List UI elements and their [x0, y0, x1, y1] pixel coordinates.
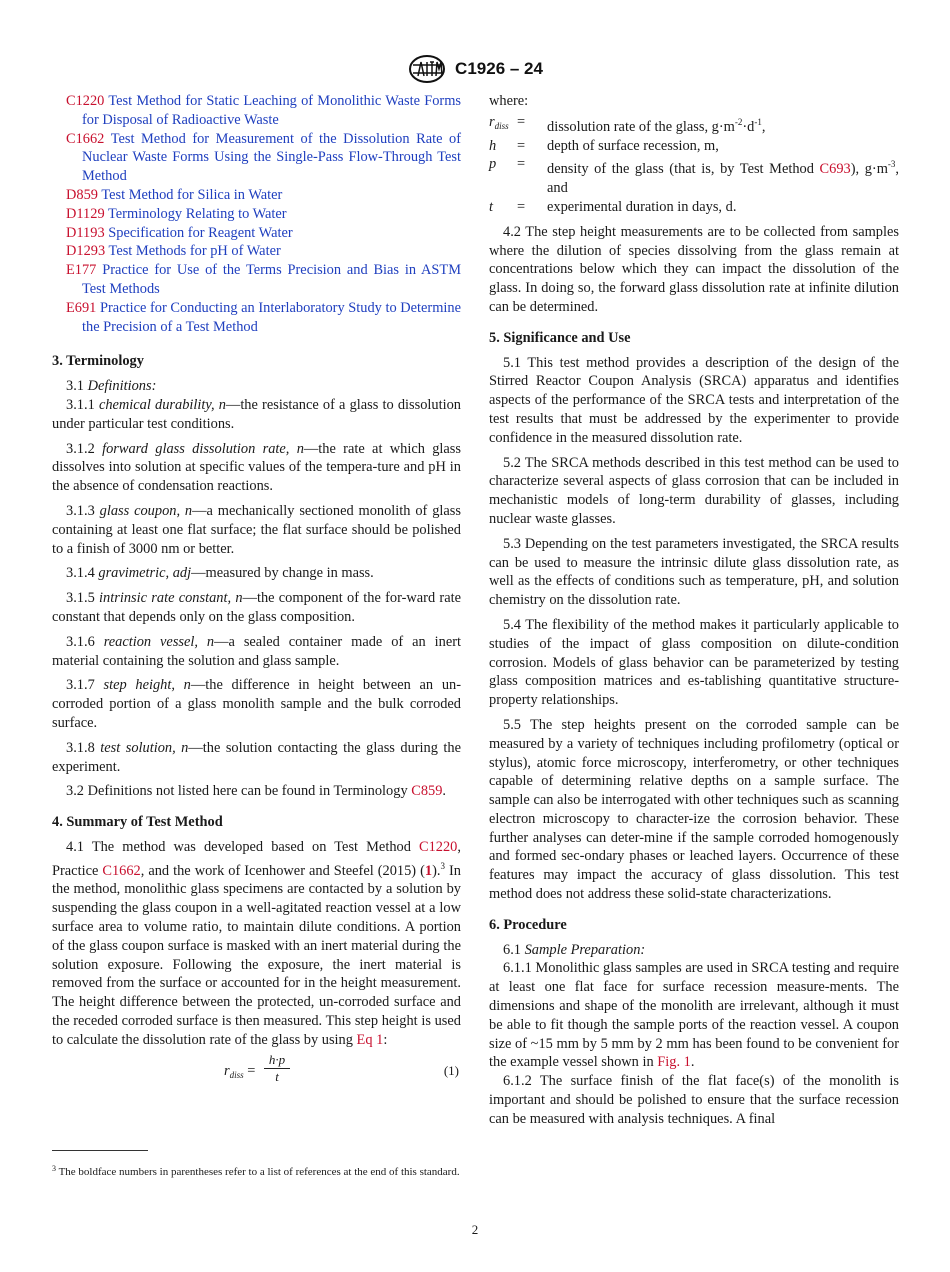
definition-number: 3.1.6	[66, 633, 95, 650]
definition-text: , and	[547, 161, 899, 197]
variable-row	[489, 113, 899, 137]
reference-item	[52, 130, 461, 186]
variable-row	[489, 137, 899, 156]
reference-code[interactable]: D859	[66, 186, 98, 203]
section-3-heading: 3. Terminology	[52, 353, 144, 370]
footnote-3-marker[interactable]: 3	[440, 860, 445, 871]
variable-definition: depth of surface recession, m,	[547, 137, 719, 154]
variable-symbol: h	[489, 137, 497, 154]
eq1-link[interactable]: Eq 1	[356, 1031, 384, 1048]
reference-code[interactable]: D1129	[66, 205, 105, 222]
section-4-heading: 4. Summary of Test Method	[52, 814, 223, 831]
clause-text-end: :	[383, 1031, 388, 1048]
left-column	[52, 92, 461, 1098]
definition-number: 3.1.3	[66, 502, 95, 519]
page-header	[0, 52, 950, 86]
definitions-label: Definitions:	[87, 378, 157, 395]
variable-definition	[547, 155, 899, 198]
variable-symbol: p	[489, 156, 497, 173]
clause-5-3: 5.3 Depending on the test parameters investigated, the SRCA results can be used to measure the intrinsic dilute glass dissolution rate, as well as the effects of conditions such as temperature, pH, and solution chemistry on the dissolution rate.	[489, 535, 899, 609]
variable-definition: experimental duration in days, d.	[547, 198, 737, 215]
clause-6-1	[489, 941, 899, 960]
exponent: -3	[887, 159, 896, 170]
reference-item	[52, 205, 461, 224]
reference-item	[52, 186, 461, 205]
reference-code[interactable]: D1193	[66, 224, 105, 241]
definition-term: glass coupon, n	[99, 502, 193, 519]
reference-title[interactable]: Test Methods for pH of Water	[108, 243, 281, 260]
reference-title[interactable]: Test Method for Silica in Water	[101, 186, 283, 203]
clause-5-4: 5.4 The flexibility of the method makes it particularly applicable to studies of the impact of glass composition on dilute-condition corrosion. Models of glass behavior can be parameterized by testing glass composition matrices and es-tablishing quantitative structure-property relationships.	[489, 616, 899, 709]
definition-item	[52, 396, 461, 434]
symbol: r	[489, 113, 495, 130]
definition-text: ,	[761, 118, 766, 135]
reference-item	[52, 261, 461, 299]
definition-text: ·d	[742, 118, 755, 135]
definition-text: density of the glass (that is, by Test Method	[547, 161, 820, 178]
clause-5-2: 5.2 The SRCA methods described in this test method can be used to characterize several aspects of glass corrosion that can be included in mechanistic models of long-term durability of glasses, including nuclear waste glasses.	[489, 454, 899, 527]
referenced-documents-list	[52, 92, 461, 336]
variable-symbol: t	[489, 198, 493, 215]
definition-number: 3.1.1	[66, 396, 95, 413]
page-number: 2	[471, 1222, 479, 1237]
definition-item	[52, 564, 461, 583]
definition-text: —the difference in height between an un-corroded portion of a glass monolith sample and the bulk corroded surface.	[52, 677, 461, 731]
section-6-heading: 6. Procedure	[489, 916, 567, 933]
definition-item	[52, 676, 461, 732]
equals-sign: =	[517, 113, 526, 130]
clause-text: 4.1 The method was developed based on Test Method	[66, 838, 419, 855]
definition-term: step height, n	[103, 677, 191, 694]
definition-item	[52, 589, 461, 627]
definition-text: —measured by change in mass.	[191, 565, 374, 582]
definition-text: dissolution rate of the glass, g·m	[547, 118, 735, 135]
clause-4-2: 4.2 The step height measurements are to be collected from samples where the dilution of species dissolving from the glass remain at concentrations below which they can impact the dissolution of the glass. In doing so, the forward glass dissolution rate at infinite dilution can be determined.	[489, 223, 899, 315]
equals-sign: =	[517, 156, 526, 173]
reference-code[interactable]: D1293	[66, 243, 106, 260]
equals-sign: =	[517, 137, 526, 154]
reference-code[interactable]: C1220	[66, 93, 105, 109]
clause-5-5: 5.5 The step heights present on the corroded sample can be measured by a variety of techniques including profilometry (optical or stylus), atomic force microscopy, interferometry, or other techniques capable of determining relative depths on a sample surface. The sample can also be interrogated with other techniques such as scanning electron microscopy to character-ize the corrosion behavior. These further analyses can deter-mine if the sample corroded homogenously and formed sec-ondary phases or leached layers. Occurrence of these features may impact the accuracy of glass dissolution. This test method does not address these solid-state characterizations.	[489, 716, 899, 903]
variable-row	[489, 155, 899, 198]
c1220-link[interactable]: C1220	[419, 838, 458, 855]
definition-number: 3.1.7	[66, 677, 95, 694]
right-column	[489, 92, 899, 1135]
reference-code[interactable]: C1662	[66, 130, 105, 147]
footnote-text: The boldface numbers in parentheses refer to a list of references at the end of this standard.	[58, 1166, 460, 1178]
clause-text: 6.1.1 Monolithic glass samples are used in SRCA testing and require at least one flat face for surface recession measure-ments. The dimensions and shape of the monolith are irrelevant, although it must be able to fit though the sample ports of the reaction vessel. A coupon size of ~15 mm by 5 mm by 2 mm has been found to be convenient for the example vessel shown in	[489, 960, 899, 1071]
clause-text: , and the work of Icenhower and Steefel (2015) (	[140, 862, 425, 879]
footnote-mark: 3	[52, 1164, 56, 1173]
variable-symbol	[489, 113, 517, 137]
equation-symbol: r	[224, 1062, 230, 1079]
symbol-subscript: diss	[494, 120, 509, 131]
c859-link[interactable]: C859	[411, 783, 443, 800]
clause-text: In the method, monolithic glass specimens are contacted by a solution by suspending the glass coupon in a well-agitated reaction vessel at a low surface area to volume ratio, to maintain dilute conditions. A portion of the glass coupon surface is masked with an inert material during the solution exposure. Following the exposure, the inert material is removed from the surface or accounted for in the height measurement. The height difference between the protected, un-corroded surface and the receded corroded surface is then measured. This step height is used to calculate the dissolution rate of the glass by using	[52, 862, 461, 1048]
exponent: -2	[734, 116, 743, 127]
reference-item	[52, 224, 461, 243]
clause-text-end: .	[442, 783, 447, 800]
definition-text: —the solution contacting the glass during the experiment.	[52, 739, 461, 775]
standard-designation: C1926 – 24	[455, 59, 543, 78]
definition-term: intrinsic rate constant, n	[99, 590, 243, 607]
clause-3-2	[52, 782, 461, 801]
definition-item	[52, 502, 461, 558]
definition-text: —the rate at which glass dissolves into solution at specific values of the tempera-ture and pH in the absence of condensation reactions.	[52, 440, 461, 495]
reference-title[interactable]: Practice for Use of the Terms Precision and Bias in ASTM Test Methods	[82, 262, 461, 297]
equation-1	[52, 1052, 461, 1094]
definition-item	[52, 739, 461, 777]
definition-text: —a mechanically sectioned monolith of glass containing at least one flat surface; the flat surface should be polished to a finish of 3000 nm or better.	[52, 502, 461, 557]
footnote-3	[52, 1162, 461, 1179]
reference-title[interactable]: Test Method for Measurement of the Dissolution Rate of Nuclear Waste Forms Using the Single-Pass Flow-Through Test Method	[82, 130, 461, 185]
definitions-intro	[52, 377, 461, 396]
c1662-link[interactable]: C1662	[102, 862, 141, 879]
reference-1-link[interactable]: 1	[424, 862, 433, 879]
reference-title[interactable]: Specification for Reagent Water	[108, 224, 293, 241]
definition-item	[52, 440, 461, 496]
equation-fraction	[264, 1052, 290, 1085]
reference-title[interactable]: Practice for Conducting an Interlaboratory Study to Determine the Precision of a Test Method	[82, 299, 461, 335]
c693-link[interactable]: C693	[819, 161, 851, 178]
reference-title[interactable]: Test Method for Static Leaching of Monolithic Waste Forms for Disposal of Radioactive Waste	[82, 93, 461, 128]
definition-term: gravimetric, adj	[98, 565, 192, 582]
definition-term: test solution, n	[100, 739, 189, 756]
definition-text: ), g·m	[850, 161, 888, 178]
equation-numerator: h·p	[264, 1052, 290, 1069]
exponent: -1	[754, 116, 762, 127]
clause-5-1: 5.1 This test method provides a description of the design of the Stirred Reactor Coupon Analysis (SRCA) apparatus and identifies aspects of the performance of the SRCA tests and interpretation of the test results that must be addressed by the experimenter to provide confidence in the measured dissolution rate.	[489, 354, 899, 446]
definition-term: chemical durability, n	[98, 396, 226, 413]
sample-preparation-label: Sample Preparation:	[524, 941, 646, 958]
reference-item	[52, 299, 461, 337]
definition-number: 3.1.8	[66, 739, 95, 756]
fig1-link[interactable]: Fig. 1	[657, 1054, 691, 1071]
definition-number: 3.1.2	[66, 440, 95, 457]
section-5-heading: 5. Significance and Use	[489, 329, 631, 346]
variable-row	[489, 198, 899, 217]
definition-text: —the resistance of a glass to dissolution under particular test conditions.	[52, 396, 461, 432]
definition-text: —a sealed container made of an inert material containing the solution and glass sample.	[52, 633, 461, 669]
definition-item	[52, 633, 461, 671]
clause-4-1	[52, 838, 461, 1050]
clause-number: 6.1	[503, 941, 521, 958]
equation-subscript: diss	[229, 1069, 244, 1080]
definition-number: 3.1.5	[66, 590, 95, 607]
reference-title[interactable]: Terminology Relating to Water	[107, 205, 287, 222]
equation-denominator: t	[275, 1068, 279, 1084]
clause-text-end: .	[690, 1054, 695, 1071]
reference-item	[52, 242, 461, 261]
definition-number: 3.1.4	[66, 565, 95, 582]
clause-6-1-1	[489, 959, 899, 1072]
reference-code[interactable]: E691	[66, 299, 97, 316]
equals-sign: =	[517, 198, 526, 215]
reference-item	[52, 92, 461, 130]
variable-definition	[547, 113, 899, 137]
clause-text: , Practice	[52, 838, 461, 879]
clause-text: ).	[432, 862, 441, 879]
reference-code[interactable]: E177	[66, 262, 97, 279]
equation-equals: =	[247, 1062, 256, 1079]
footnote-divider	[52, 1150, 148, 1151]
definition-term: reaction vessel, n	[103, 633, 215, 650]
equation-lhs	[224, 1062, 255, 1085]
where-label: where:	[489, 93, 529, 109]
definition-term: forward glass dissolution rate, n	[102, 440, 304, 457]
equation-number: (1)	[443, 1062, 459, 1078]
variable-definitions	[489, 113, 899, 217]
clause-6-1-2: 6.1.2 The surface finish of the flat face(s) of the monolith is important and should be polished to ensure that the surface recession can be measured with analysis techniques. A final	[489, 1073, 899, 1127]
clause-text: 3.2 Definitions not listed here can be found in Terminology	[66, 783, 412, 800]
astm-logo-icon	[407, 54, 447, 84]
definition-text: —the component of the for-ward rate constant that depends only on the glass composition.	[52, 590, 461, 625]
clause-number: 3.1	[66, 378, 84, 395]
